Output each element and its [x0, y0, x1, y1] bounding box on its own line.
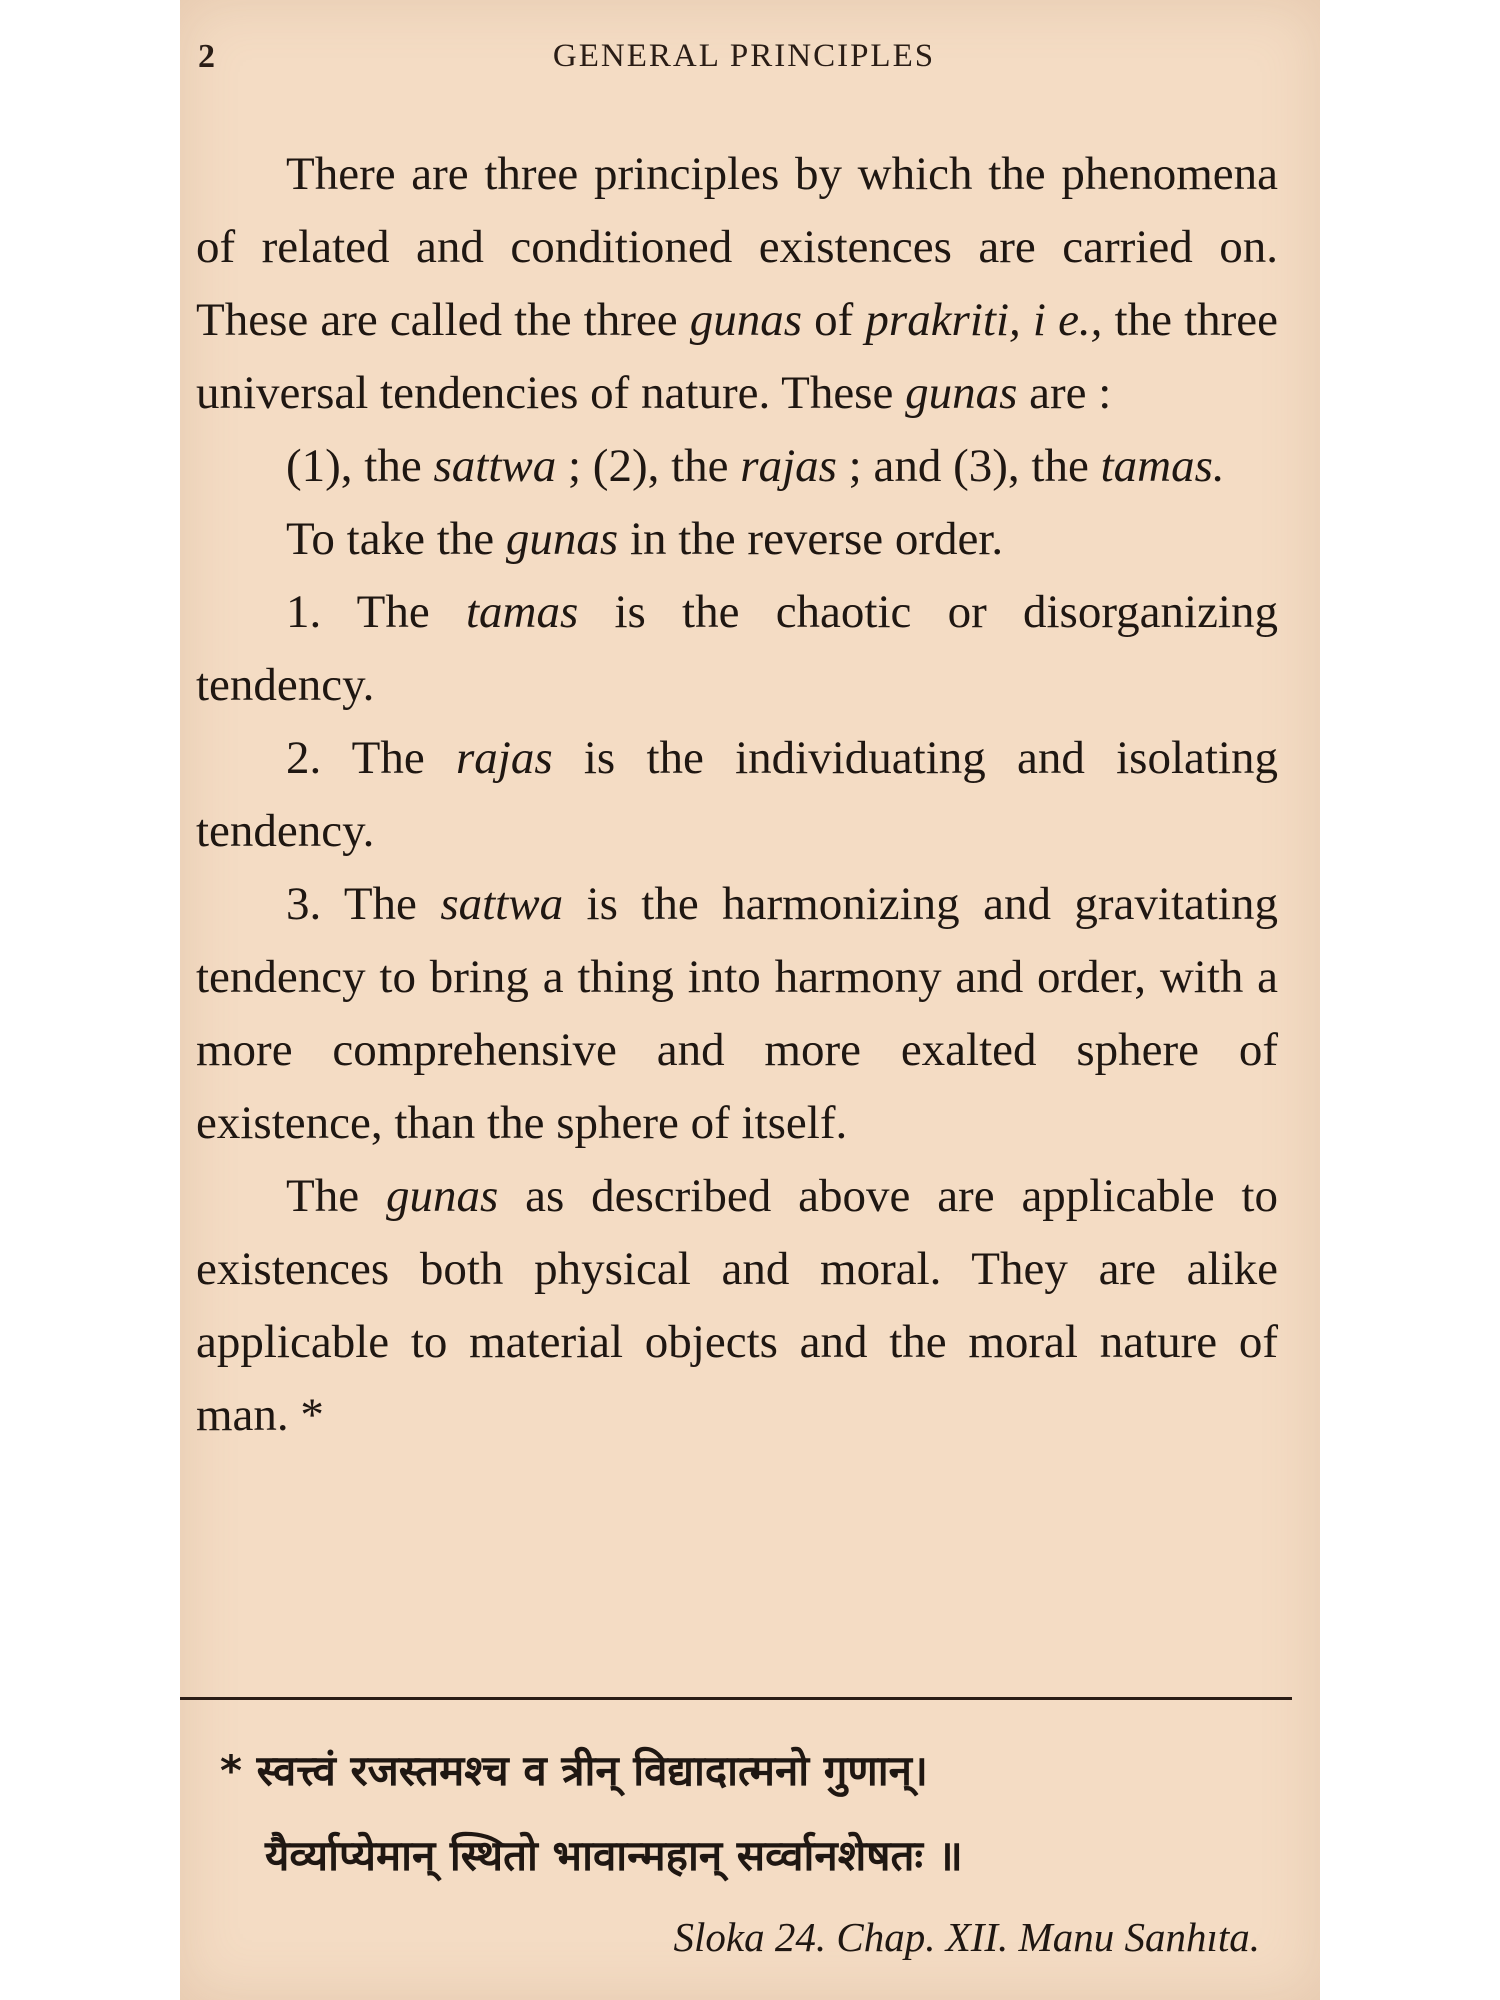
paragraph-tamas: 1. The tamas is the chaotic or disorganizing tendency.	[196, 586, 1278, 711]
paragraph-three-principles: There are three principles by which the phenomena of related and conditioned existences are carried on. These are called the three gunas of prakriti, i e., the three universal tendencies of nature. These gunas are :	[196, 148, 1279, 419]
running-title: GENERAL PRINCIPLES	[552, 38, 936, 74]
paragraph-reverse-order: To take the gunas in the reverse order.	[286, 513, 1004, 565]
paragraph-gunas-list: (1), the sattwa ; (2), the rajas ; and (3), the tamas.	[286, 440, 1225, 492]
page-header	[198, 38, 1290, 88]
paragraph-sattwa: 3. The sattwa is the harmonizing and gravitating tendency to bring a thing into harmony and order, with a more comprehensive and more exalted sphere of existence, than the sphere of itself.	[196, 878, 1278, 1149]
paragraph-rajas: 2. The rajas is the individuating and isolating tendency.	[196, 732, 1278, 857]
main-text	[196, 138, 1278, 1452]
footnote-sanskrit-line-2: यैर्व्याप्येमान् स्थितो भावान्महान् सर्व्वानशेषतः ॥	[265, 1831, 963, 1880]
footnote	[220, 1728, 1280, 1972]
page-number: 2	[198, 38, 215, 75]
footnote-divider	[180, 1697, 1292, 1700]
book-page	[180, 0, 1320, 2000]
footnote-citation: Sloka 24. Chap. XII. Manu Sanhıta.	[673, 1914, 1260, 1960]
footnote-sanskrit-line-1: * स्वत्त्वं रजस्तमश्च व त्रीन् विद्यादात्मनो गुणान्।	[220, 1746, 928, 1795]
paragraph-applicability: The gunas as described above are applicable to existences both physical and moral. They are alike applicable to material objects and the moral nature of man. *	[196, 1170, 1278, 1441]
